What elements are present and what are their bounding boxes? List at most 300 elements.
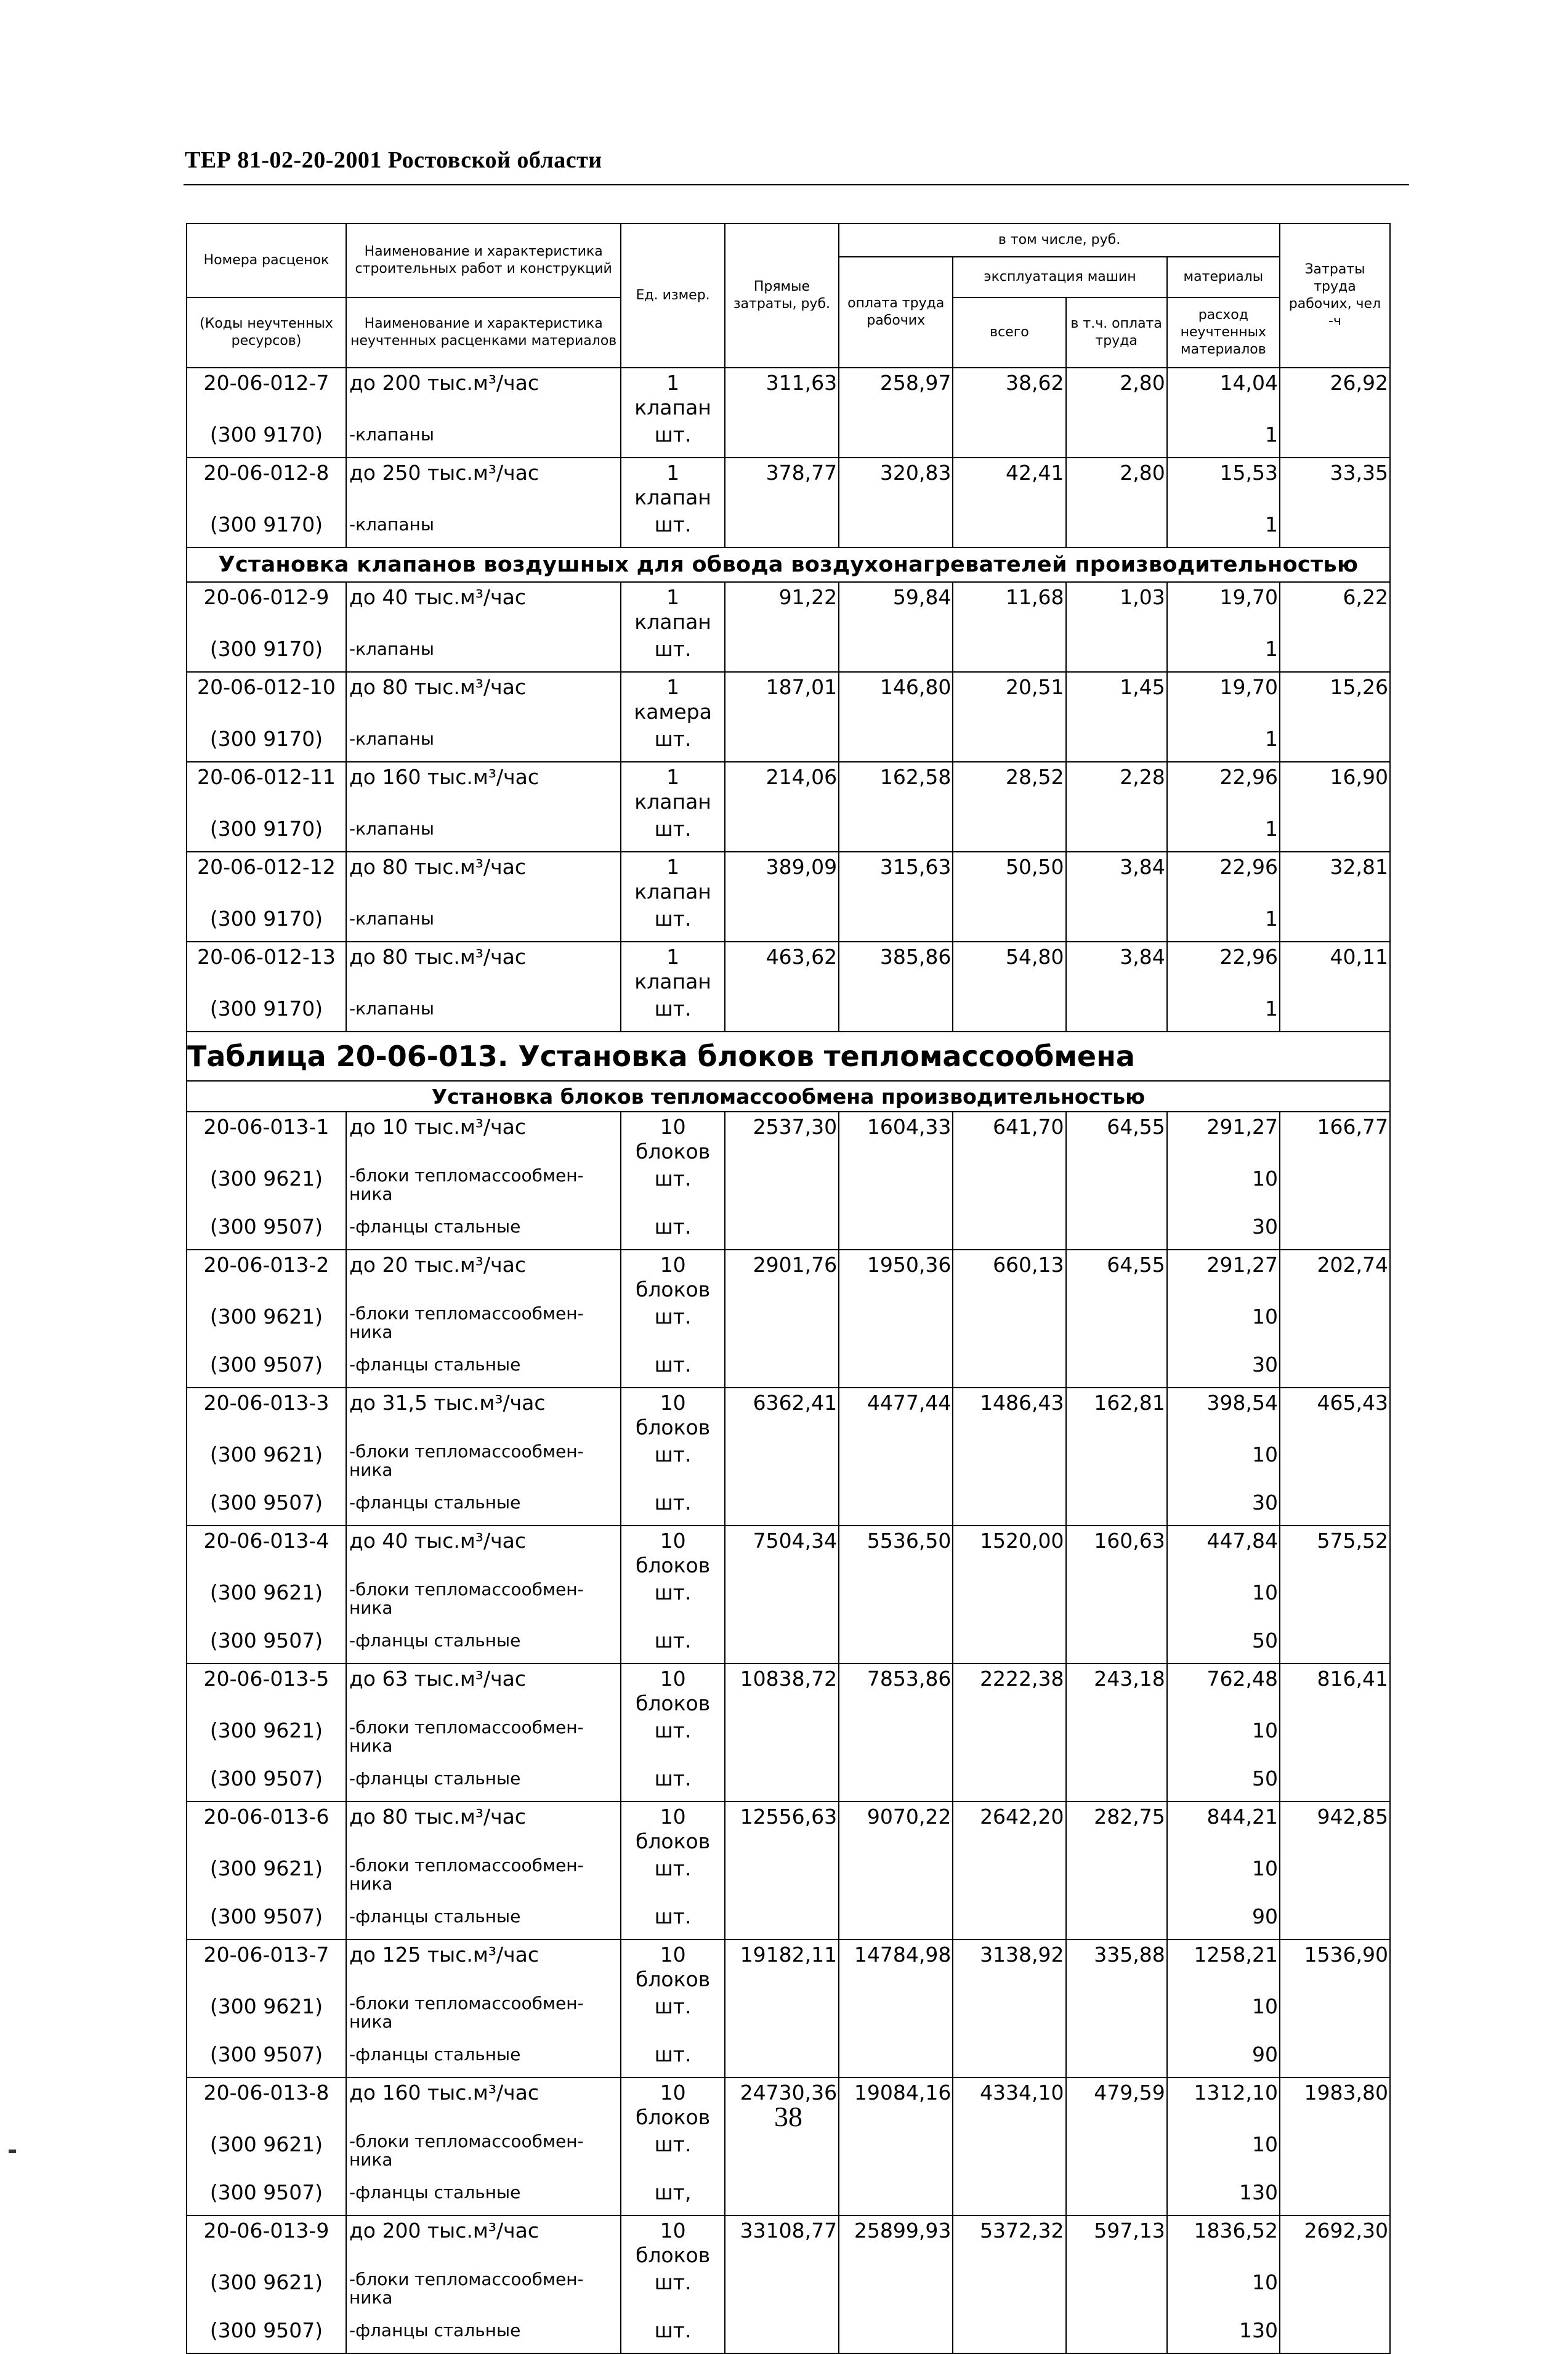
empty-cell — [1280, 510, 1390, 548]
material-quantity: 10 — [1167, 1716, 1280, 1764]
empty-cell — [1280, 1716, 1390, 1764]
material-unit: шт. — [621, 1488, 724, 1526]
resource-code: (300 9621) — [187, 1992, 346, 2040]
empty-cell — [1280, 1626, 1390, 1664]
resource-code: (300 9170) — [187, 724, 346, 762]
unit: 1 клапан — [621, 582, 724, 634]
empty-cell — [1280, 1302, 1390, 1350]
empty-cell — [953, 2040, 1065, 2077]
rate-row — [187, 2215, 1390, 2268]
machines-labor: 282,75 — [1066, 1802, 1167, 1854]
material-unit: шт. — [621, 1716, 724, 1764]
empty-cell — [839, 634, 953, 672]
labor-hours: 33,35 — [1280, 458, 1390, 510]
empty-cell — [839, 724, 953, 762]
empty-cell — [1066, 1440, 1167, 1488]
direct-costs: 10838,72 — [725, 1664, 839, 1716]
unit: 10 блоков — [621, 1526, 724, 1578]
rate-code: 20-06-013-2 — [187, 1250, 346, 1302]
empty-cell — [953, 1488, 1065, 1526]
empty-cell — [1066, 1488, 1167, 1526]
direct-costs: 214,06 — [725, 762, 839, 814]
table-body — [187, 368, 1390, 2353]
empty-cell — [1066, 2130, 1167, 2178]
resource-code: (300 9621) — [187, 1440, 346, 1488]
unit: 10 блоков — [621, 1664, 724, 1716]
material-row — [187, 1350, 1390, 1388]
empty-cell — [1280, 904, 1390, 942]
resource-code: (300 9507) — [187, 1488, 346, 1526]
material-row — [187, 2040, 1390, 2077]
machines-total: 5372,32 — [953, 2215, 1065, 2268]
resource-code: (300 9507) — [187, 2178, 346, 2215]
material-name: -фланцы стальные — [346, 2040, 621, 2077]
machines-labor: 2,28 — [1066, 762, 1167, 814]
empty-cell — [953, 1854, 1065, 1902]
empty-cell — [1280, 814, 1390, 852]
machines-labor: 597,13 — [1066, 2215, 1167, 2268]
empty-cell — [839, 1854, 953, 1902]
material-unit: шт. — [621, 904, 724, 942]
machines-labor: 64,55 — [1066, 1112, 1167, 1164]
direct-costs: 6362,41 — [725, 1388, 839, 1440]
material-unit: шт. — [621, 1578, 724, 1626]
rate-code: 20-06-013-3 — [187, 1388, 346, 1440]
table-header — [187, 224, 1390, 368]
work-name: до 200 тыс.м³/час — [346, 368, 621, 420]
empty-cell — [839, 1992, 953, 2040]
empty-cell — [953, 2268, 1065, 2316]
empty-cell — [1066, 724, 1167, 762]
subsection-heading-row — [187, 1081, 1390, 1112]
resource-code: (300 9507) — [187, 1764, 346, 1802]
rate-row — [187, 458, 1390, 510]
empty-cell — [725, 1716, 839, 1764]
empty-cell — [725, 2040, 839, 2077]
material-unit: шт. — [621, 1212, 724, 1250]
empty-cell — [1280, 2316, 1390, 2353]
unit: 1 клапан — [621, 458, 724, 510]
table-title-row — [187, 1032, 1390, 1081]
labor-hours: 202,74 — [1280, 1250, 1390, 1302]
material-row — [187, 1302, 1390, 1350]
resource-code: (300 9170) — [187, 904, 346, 942]
material-quantity: 10 — [1167, 2130, 1280, 2178]
material-name: -фланцы стальные — [346, 1488, 621, 1526]
direct-costs: 311,63 — [725, 368, 839, 420]
empty-cell — [725, 904, 839, 942]
machines-labor: 160,63 — [1066, 1526, 1167, 1578]
empty-cell — [725, 814, 839, 852]
machines-labor: 1,45 — [1066, 672, 1167, 724]
empty-cell — [839, 1212, 953, 1250]
machines-labor: 2,80 — [1066, 458, 1167, 510]
empty-cell — [1066, 1350, 1167, 1388]
material-name: -клапаны — [346, 994, 621, 1032]
material-name: -блоки тепломассообмен-ника — [346, 1854, 621, 1902]
material-unit: шт, — [621, 2178, 724, 2215]
empty-cell — [1280, 1854, 1390, 1902]
machines-total: 20,51 — [953, 672, 1065, 724]
empty-cell — [839, 1626, 953, 1664]
machines-total: 42,41 — [953, 458, 1065, 510]
material-unit: шт. — [621, 1992, 724, 2040]
material-row — [187, 510, 1390, 548]
material-quantity: 1 — [1167, 814, 1280, 852]
material-name: -клапаны — [346, 724, 621, 762]
direct-costs: 378,77 — [725, 458, 839, 510]
unit: 10 блоков — [621, 1939, 724, 1992]
material-row — [187, 1626, 1390, 1664]
labor-hours: 2692,30 — [1280, 2215, 1390, 2268]
material-name: -блоки тепломассообмен-ника — [346, 2268, 621, 2316]
material-row — [187, 1992, 1390, 2040]
materials-cost: 19,70 — [1167, 582, 1280, 634]
empty-cell — [725, 1212, 839, 1250]
header-incl: в том числе, руб. — [839, 224, 1280, 257]
material-row — [187, 1764, 1390, 1802]
scan-corner-mark — [9, 2150, 16, 2153]
material-row — [187, 1716, 1390, 1764]
work-name: до 125 тыс.м³/час — [346, 1939, 621, 1992]
empty-cell — [1280, 1488, 1390, 1526]
empty-cell — [953, 1716, 1065, 1764]
machines-labor: 243,18 — [1066, 1664, 1167, 1716]
empty-cell — [953, 1350, 1065, 1388]
material-quantity: 1 — [1167, 510, 1280, 548]
material-unit: шт. — [621, 1764, 724, 1802]
material-name: -блоки тепломассообмен-ника — [346, 1302, 621, 1350]
machines-total: 660,13 — [953, 1250, 1065, 1302]
empty-cell — [953, 1992, 1065, 2040]
empty-cell — [1066, 1164, 1167, 1212]
machines-labor: 335,88 — [1066, 1939, 1167, 1992]
empty-cell — [839, 814, 953, 852]
material-name: -клапаны — [346, 510, 621, 548]
machines-total: 38,62 — [953, 368, 1065, 420]
material-name: -клапаны — [346, 420, 621, 458]
rate-code: 20-06-012-13 — [187, 942, 346, 994]
material-name: -фланцы стальные — [346, 1212, 621, 1250]
empty-cell — [1066, 1578, 1167, 1626]
labor-hours: 166,77 — [1280, 1112, 1390, 1164]
labor-pay: 5536,50 — [839, 1526, 953, 1578]
empty-cell — [953, 1440, 1065, 1488]
labor-pay: 320,83 — [839, 458, 953, 510]
empty-cell — [1280, 2268, 1390, 2316]
empty-cell — [725, 1764, 839, 1802]
rate-code: 20-06-013-5 — [187, 1664, 346, 1716]
direct-costs: 12556,63 — [725, 1802, 839, 1854]
material-quantity: 30 — [1167, 1488, 1280, 1526]
machines-total: 641,70 — [953, 1112, 1065, 1164]
empty-cell — [953, 724, 1065, 762]
resource-code: (300 9170) — [187, 634, 346, 672]
direct-costs: 19182,11 — [725, 1939, 839, 1992]
empty-cell — [1280, 1350, 1390, 1388]
empty-cell — [839, 2040, 953, 2077]
rate-row — [187, 1526, 1390, 1578]
empty-cell — [839, 2130, 953, 2178]
header-materials-unaccounted: расход неучтенных материалов — [1167, 297, 1280, 368]
empty-cell — [953, 1764, 1065, 1802]
empty-cell — [725, 2316, 839, 2353]
header-hours: Затраты труда рабочих, чел -ч — [1280, 224, 1390, 368]
empty-cell — [1280, 1764, 1390, 1802]
material-quantity: 1 — [1167, 634, 1280, 672]
resource-code: (300 9621) — [187, 2130, 346, 2178]
labor-pay: 1604,33 — [839, 1112, 953, 1164]
header-labor: оплата труда рабочих — [839, 257, 953, 368]
empty-cell — [725, 1578, 839, 1626]
header-materials: материалы — [1167, 257, 1280, 297]
work-name: до 20 тыс.м³/час — [346, 1250, 621, 1302]
direct-costs: 463,62 — [725, 942, 839, 994]
material-quantity: 30 — [1167, 1212, 1280, 1250]
empty-cell — [1066, 994, 1167, 1032]
material-name: -фланцы стальные — [346, 1626, 621, 1664]
rate-row — [187, 368, 1390, 420]
materials-cost: 22,96 — [1167, 762, 1280, 814]
running-header: ТЕР 81-02-20-2001 Ростовской области — [185, 147, 602, 173]
machines-labor: 64,55 — [1066, 1250, 1167, 1302]
header-unit: Ед. измер. — [621, 224, 724, 368]
materials-cost: 15,53 — [1167, 458, 1280, 510]
material-unit: шт. — [621, 510, 724, 548]
empty-cell — [1066, 1626, 1167, 1664]
rate-row — [187, 762, 1390, 814]
labor-pay: 25899,93 — [839, 2215, 953, 2268]
unit: 1 клапан — [621, 368, 724, 420]
material-quantity: 10 — [1167, 1302, 1280, 1350]
labor-hours: 16,90 — [1280, 762, 1390, 814]
empty-cell — [839, 904, 953, 942]
material-unit: шт. — [621, 1626, 724, 1664]
empty-cell — [953, 1302, 1065, 1350]
labor-hours: 816,41 — [1280, 1664, 1390, 1716]
empty-cell — [839, 1716, 953, 1764]
material-unit: шт. — [621, 994, 724, 1032]
material-name: -блоки тепломассообмен-ника — [346, 1440, 621, 1488]
empty-cell — [725, 1350, 839, 1388]
empty-cell — [1280, 2040, 1390, 2077]
unit: 1 клапан — [621, 762, 724, 814]
material-unit: шт. — [621, 2130, 724, 2178]
empty-cell — [839, 2268, 953, 2316]
section-heading: Установка клапанов воздушных для обвода воздухонагревателей производительностью — [187, 548, 1390, 582]
empty-cell — [839, 1764, 953, 1802]
empty-cell — [725, 510, 839, 548]
labor-hours: 942,85 — [1280, 1802, 1390, 1854]
section-heading-row — [187, 548, 1390, 582]
empty-cell — [953, 1578, 1065, 1626]
material-quantity: 10 — [1167, 1578, 1280, 1626]
empty-cell — [725, 1902, 839, 1939]
empty-cell — [725, 1626, 839, 1664]
empty-cell — [839, 2316, 953, 2353]
material-quantity: 1 — [1167, 420, 1280, 458]
empty-cell — [839, 1302, 953, 1350]
material-quantity: 50 — [1167, 1626, 1280, 1664]
empty-cell — [953, 814, 1065, 852]
materials-cost: 22,96 — [1167, 942, 1280, 994]
rate-row — [187, 1250, 1390, 1302]
machines-total: 50,50 — [953, 852, 1065, 904]
unit: 1 камера — [621, 672, 724, 724]
resource-code: (300 9170) — [187, 510, 346, 548]
empty-cell — [1066, 904, 1167, 942]
rate-code: 20-06-012-12 — [187, 852, 346, 904]
material-name: -блоки тепломассообмен-ника — [346, 1578, 621, 1626]
labor-pay: 59,84 — [839, 582, 953, 634]
work-name: до 80 тыс.м³/час — [346, 852, 621, 904]
material-row — [187, 814, 1390, 852]
machines-total: 54,80 — [953, 942, 1065, 994]
empty-cell — [839, 420, 953, 458]
material-unit: шт. — [621, 1902, 724, 1939]
header-code: Номера расценок — [187, 224, 346, 297]
unit: 10 блоков — [621, 1802, 724, 1854]
direct-costs: 24730,36 — [725, 2077, 839, 2130]
empty-cell — [953, 2130, 1065, 2178]
labor-pay: 14784,98 — [839, 1939, 953, 1992]
empty-cell — [1066, 1992, 1167, 2040]
direct-costs: 91,22 — [725, 582, 839, 634]
material-quantity: 90 — [1167, 1902, 1280, 1939]
material-quantity: 130 — [1167, 2178, 1280, 2215]
empty-cell — [1280, 994, 1390, 1032]
empty-cell — [1280, 2178, 1390, 2215]
material-row — [187, 1164, 1390, 1212]
empty-cell — [839, 1164, 953, 1212]
materials-cost: 22,96 — [1167, 852, 1280, 904]
empty-cell — [1280, 2130, 1390, 2178]
material-unit: шт. — [621, 724, 724, 762]
unit: 10 блоков — [621, 1388, 724, 1440]
machines-labor: 1,03 — [1066, 582, 1167, 634]
empty-cell — [1066, 1902, 1167, 1939]
materials-cost: 1836,52 — [1167, 2215, 1280, 2268]
work-name: до 40 тыс.м³/час — [346, 582, 621, 634]
rate-code: 20-06-013-6 — [187, 1802, 346, 1854]
empty-cell — [1066, 1716, 1167, 1764]
materials-cost: 844,21 — [1167, 1802, 1280, 1854]
labor-pay: 19084,16 — [839, 2077, 953, 2130]
unit: 10 блоков — [621, 2215, 724, 2268]
resource-code: (300 9621) — [187, 1578, 346, 1626]
labor-hours: 26,92 — [1280, 368, 1390, 420]
material-name: -блоки тепломассообмен-ника — [346, 1164, 621, 1212]
material-unit: шт. — [621, 2040, 724, 2077]
empty-cell — [1066, 2316, 1167, 2353]
material-name: -блоки тепломассообмен-ника — [346, 1716, 621, 1764]
machines-labor: 3,84 — [1066, 852, 1167, 904]
empty-cell — [725, 2130, 839, 2178]
work-name: до 80 тыс.м³/час — [346, 1802, 621, 1854]
labor-hours: 1536,90 — [1280, 1939, 1390, 1992]
material-row — [187, 994, 1390, 1032]
labor-pay: 4477,44 — [839, 1388, 953, 1440]
machines-total: 2642,20 — [953, 1802, 1065, 1854]
resource-code: (300 9621) — [187, 2268, 346, 2316]
table-title: Таблица 20-06-013. Установка блоков тепломассообмена — [187, 1032, 1390, 1081]
machines-total: 1486,43 — [953, 1388, 1065, 1440]
material-row — [187, 2130, 1390, 2178]
empty-cell — [953, 1626, 1065, 1664]
rate-row — [187, 1939, 1390, 1992]
empty-cell — [1066, 2040, 1167, 2077]
material-quantity: 30 — [1167, 1350, 1280, 1388]
rates-table — [186, 223, 1391, 2354]
empty-cell — [1066, 1302, 1167, 1350]
resource-code: (300 9507) — [187, 1902, 346, 1939]
labor-hours: 465,43 — [1280, 1388, 1390, 1440]
resource-code: (300 9507) — [187, 1626, 346, 1664]
empty-cell — [1280, 1212, 1390, 1250]
empty-cell — [725, 1440, 839, 1488]
subsection-heading: Установка блоков тепломассообмена производительностью — [187, 1081, 1390, 1112]
empty-cell — [725, 994, 839, 1032]
rate-code: 20-06-013-7 — [187, 1939, 346, 1992]
unit: 10 блоков — [621, 1250, 724, 1302]
material-name: -блоки тепломассообмен-ника — [346, 2130, 621, 2178]
work-name: до 31,5 тыс.м³/час — [346, 1388, 621, 1440]
header-machines-total: всего — [953, 297, 1065, 368]
machines-total: 28,52 — [953, 762, 1065, 814]
materials-cost: 762,48 — [1167, 1664, 1280, 1716]
work-name: до 160 тыс.м³/час — [346, 762, 621, 814]
labor-hours: 575,52 — [1280, 1526, 1390, 1578]
material-quantity: 10 — [1167, 1992, 1280, 2040]
unit: 10 блоков — [621, 2077, 724, 2130]
resource-code: (300 9170) — [187, 814, 346, 852]
work-name: до 250 тыс.м³/час — [346, 458, 621, 510]
unit: 10 блоков — [621, 1112, 724, 1164]
empty-cell — [953, 1164, 1065, 1212]
empty-cell — [725, 1488, 839, 1526]
header-rule — [184, 184, 1409, 185]
unit: 1 клапан — [621, 942, 724, 994]
rate-code: 20-06-013-8 — [187, 2077, 346, 2130]
rate-code: 20-06-012-10 — [187, 672, 346, 724]
material-quantity: 1 — [1167, 904, 1280, 942]
work-name: до 40 тыс.м³/час — [346, 1526, 621, 1578]
material-row — [187, 1902, 1390, 1939]
empty-cell — [953, 420, 1065, 458]
material-row — [187, 1440, 1390, 1488]
material-unit: шт. — [621, 1164, 724, 1212]
resource-code: (300 9621) — [187, 1302, 346, 1350]
resource-code: (300 9621) — [187, 1716, 346, 1764]
material-row — [187, 904, 1390, 942]
material-quantity: 1 — [1167, 994, 1280, 1032]
labor-hours: 40,11 — [1280, 942, 1390, 994]
labor-hours: 32,81 — [1280, 852, 1390, 904]
direct-costs: 33108,77 — [725, 2215, 839, 2268]
machines-total: 4334,10 — [953, 2077, 1065, 2130]
labor-pay: 146,80 — [839, 672, 953, 724]
materials-cost: 1312,10 — [1167, 2077, 1280, 2130]
material-unit: шт. — [621, 1350, 724, 1388]
material-name: -фланцы стальные — [346, 2316, 621, 2353]
page-number: 38 — [774, 2101, 802, 2132]
work-name: до 160 тыс.м³/час — [346, 2077, 621, 2130]
empty-cell — [839, 1902, 953, 1939]
empty-cell — [1280, 1440, 1390, 1488]
empty-cell — [839, 994, 953, 1032]
material-row — [187, 1488, 1390, 1526]
material-row — [187, 1212, 1390, 1250]
